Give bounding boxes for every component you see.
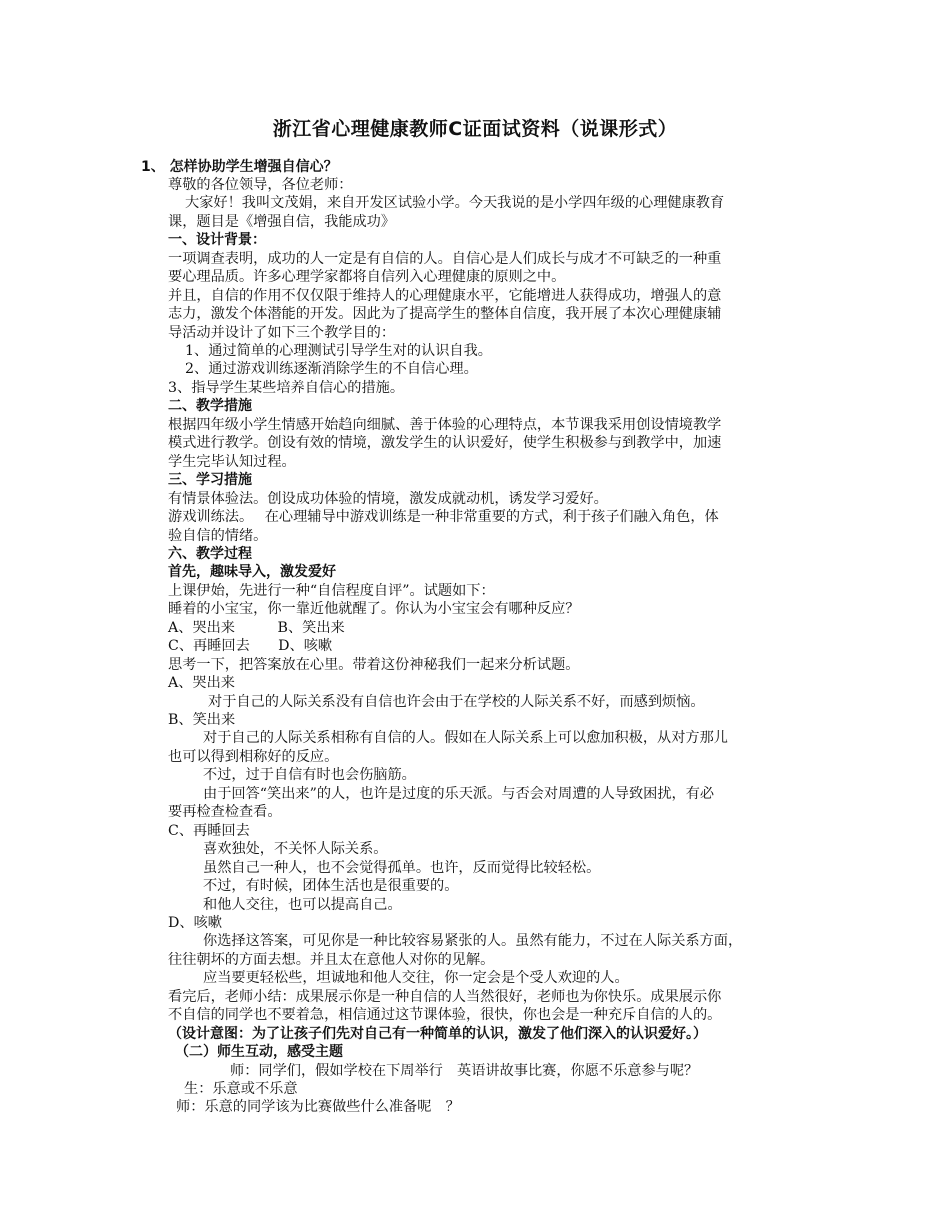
text-line: A、哭出来 B、笑出来 [168,619,345,636]
text-line: 师：同学们，假如学校在下周举行 英语讲故事比赛，你愿不乐意参与呢？ [230,1062,699,1079]
text-line: D、咳嗽 [168,914,222,931]
text-line: 睡着的小宝宝，你一靠近他就醒了。你认为小宝宝会有哪种反应？ [168,601,580,618]
text-line: B、笑出来 [168,712,236,728]
text-line: 二、教学措施 [168,398,252,415]
text-line: 也可以得到相称好的反应。 [168,748,339,765]
text-line: 1、通过简单的心理测试引导学生对的认识自我。 [185,343,492,359]
text-line: 志力，激发个体潜能的开发。因此为了提高学生的整体自信度，我开展了本次心理健康辅 [168,306,722,323]
text-line: 首先，趣味导入，激发爱好 [168,564,336,581]
text-line: 生：乐意或不乐意 [184,1081,298,1097]
text-line: 你选择这答案，可见你是一种比较容易紧张的人。虽然有能力，不过在人际关系方面， [203,933,743,950]
text-line: 根据四年级小学生情感开始趋向细腻、善于体验的心理特点，本节课我采用创设情境教学 [168,416,722,433]
text-line: 不自信的同学也不要着急，相信通过这节课体验，很快，你也会是一种充斥自信的人的。 [168,1007,722,1024]
text-line: 游戏训练法。 在心理辅导中游戏训练是一种非常重要的方式，利于孩子们融入角色，体 [168,509,719,526]
text-line: 和他人交往，也可以提高自己。 [203,896,402,913]
text-line: 验自信的情绪。 [168,527,268,544]
text-line: 六、教学过程 [168,545,252,562]
text-line: 有情景体验法。创设成功体验的情境，激发成就动机，诱发学习爱好。 [168,490,608,507]
text-line: A、哭出来 [168,675,235,692]
text-line: 要心理品质。许多心理学家都将自信列入心理健康的原则之中。 [168,269,566,286]
text-line: 由于回答“笑出来”的人，也许是过度的乐天派。与否会对周遭的人导致困扰，有必 [203,785,715,802]
text-line: 一项调查表明，成功的人一定是有自信的人。自信心是人们成长与成才不可缺乏的一种重 [168,250,722,267]
text-line: 三、学习措施 [168,472,252,489]
text-line: 对于自己的人际关系没有自信也许会由于在学校的人际关系不好，而感到烦恼。 [208,693,705,710]
text-line: 喜欢独处，不关怀人际关系。 [203,841,388,858]
text-line: 应当要更轻松些，坦诚地和他人交往，你一定会是个受人欢迎的人。 [203,970,629,987]
text-line: C、再睡回去 [168,822,250,839]
text-line: 1、 怎样协助学生增强自信心？ [141,158,338,175]
text-line: 3、指导学生某些培养自信心的措施。 [168,379,405,396]
page-title: 浙江省心理健康教师C证面试资料（说课形式） [272,118,678,140]
text-line: 学生完毕认知过程。 [168,453,296,470]
text-line: 看完后，老师小结：成果展示你是一种自信的人当然很好，老师也为你快乐。成果展示你 [168,988,722,1005]
text-line: 对于自己的人际关系相称有自信的人。假如在人际关系上可以愈加积极，从对方那儿 [203,730,728,747]
text-line: 大家好！我叫文茂娟，来自开发区试验小学。今天我说的是小学四年级的心理健康教育 [185,195,725,212]
text-line: 并且，自信的作用不仅仅限于维持人的心理健康水平，它能增进人获得成功，增强人的意 [168,287,722,304]
text-line: C、再睡回去 D、咳嗽 [168,638,333,655]
text-line: 虽然自己一种人，也不会觉得孤单。也许，反而觉得比较轻松。 [203,859,601,876]
text-line: 导活动并设计了如下三个教学目的： [168,324,396,341]
text-line: 一、设计背景： [168,232,266,249]
text-line: （二）师生互动，感受主题 [175,1044,343,1061]
text-line: 课，题目是《增强自信，我能成功》 [168,213,396,230]
text-line: 师：乐意的同学该为比赛做些什么准备呢 ？ [176,1099,460,1116]
text-line: 思考一下，把答案放在心里。带着这份神秘我们一起来分析试题。 [168,656,580,673]
text-line: 不过，有时候，团体生活也是很重要的。 [203,878,459,895]
text-line: 上课伊始，先进行一种“自信程度自评”。试题如下： [168,582,495,599]
text-line: 不过，过于自信有时也会伤脑筋。 [203,767,416,784]
text-line: （设计意图：为了让孩子们先对自己有一种简单的认识，激发了他们深入的认识爱好。） [168,1025,707,1042]
text-line: 往往朝坏的方面去想。并且太在意他人对你的见解。 [168,951,495,968]
text-line: 尊敬的各位领导，各位老师： [168,176,353,193]
text-line: 模式进行教学。创设有效的情境，激发学生的认识爱好，使学生积极参与到教学中，加速 [168,435,722,452]
text-line: 要再检查检查看。 [168,804,282,821]
text-line: 2、通过游戏训练逐渐消除学生的不自信心理。 [185,361,478,378]
